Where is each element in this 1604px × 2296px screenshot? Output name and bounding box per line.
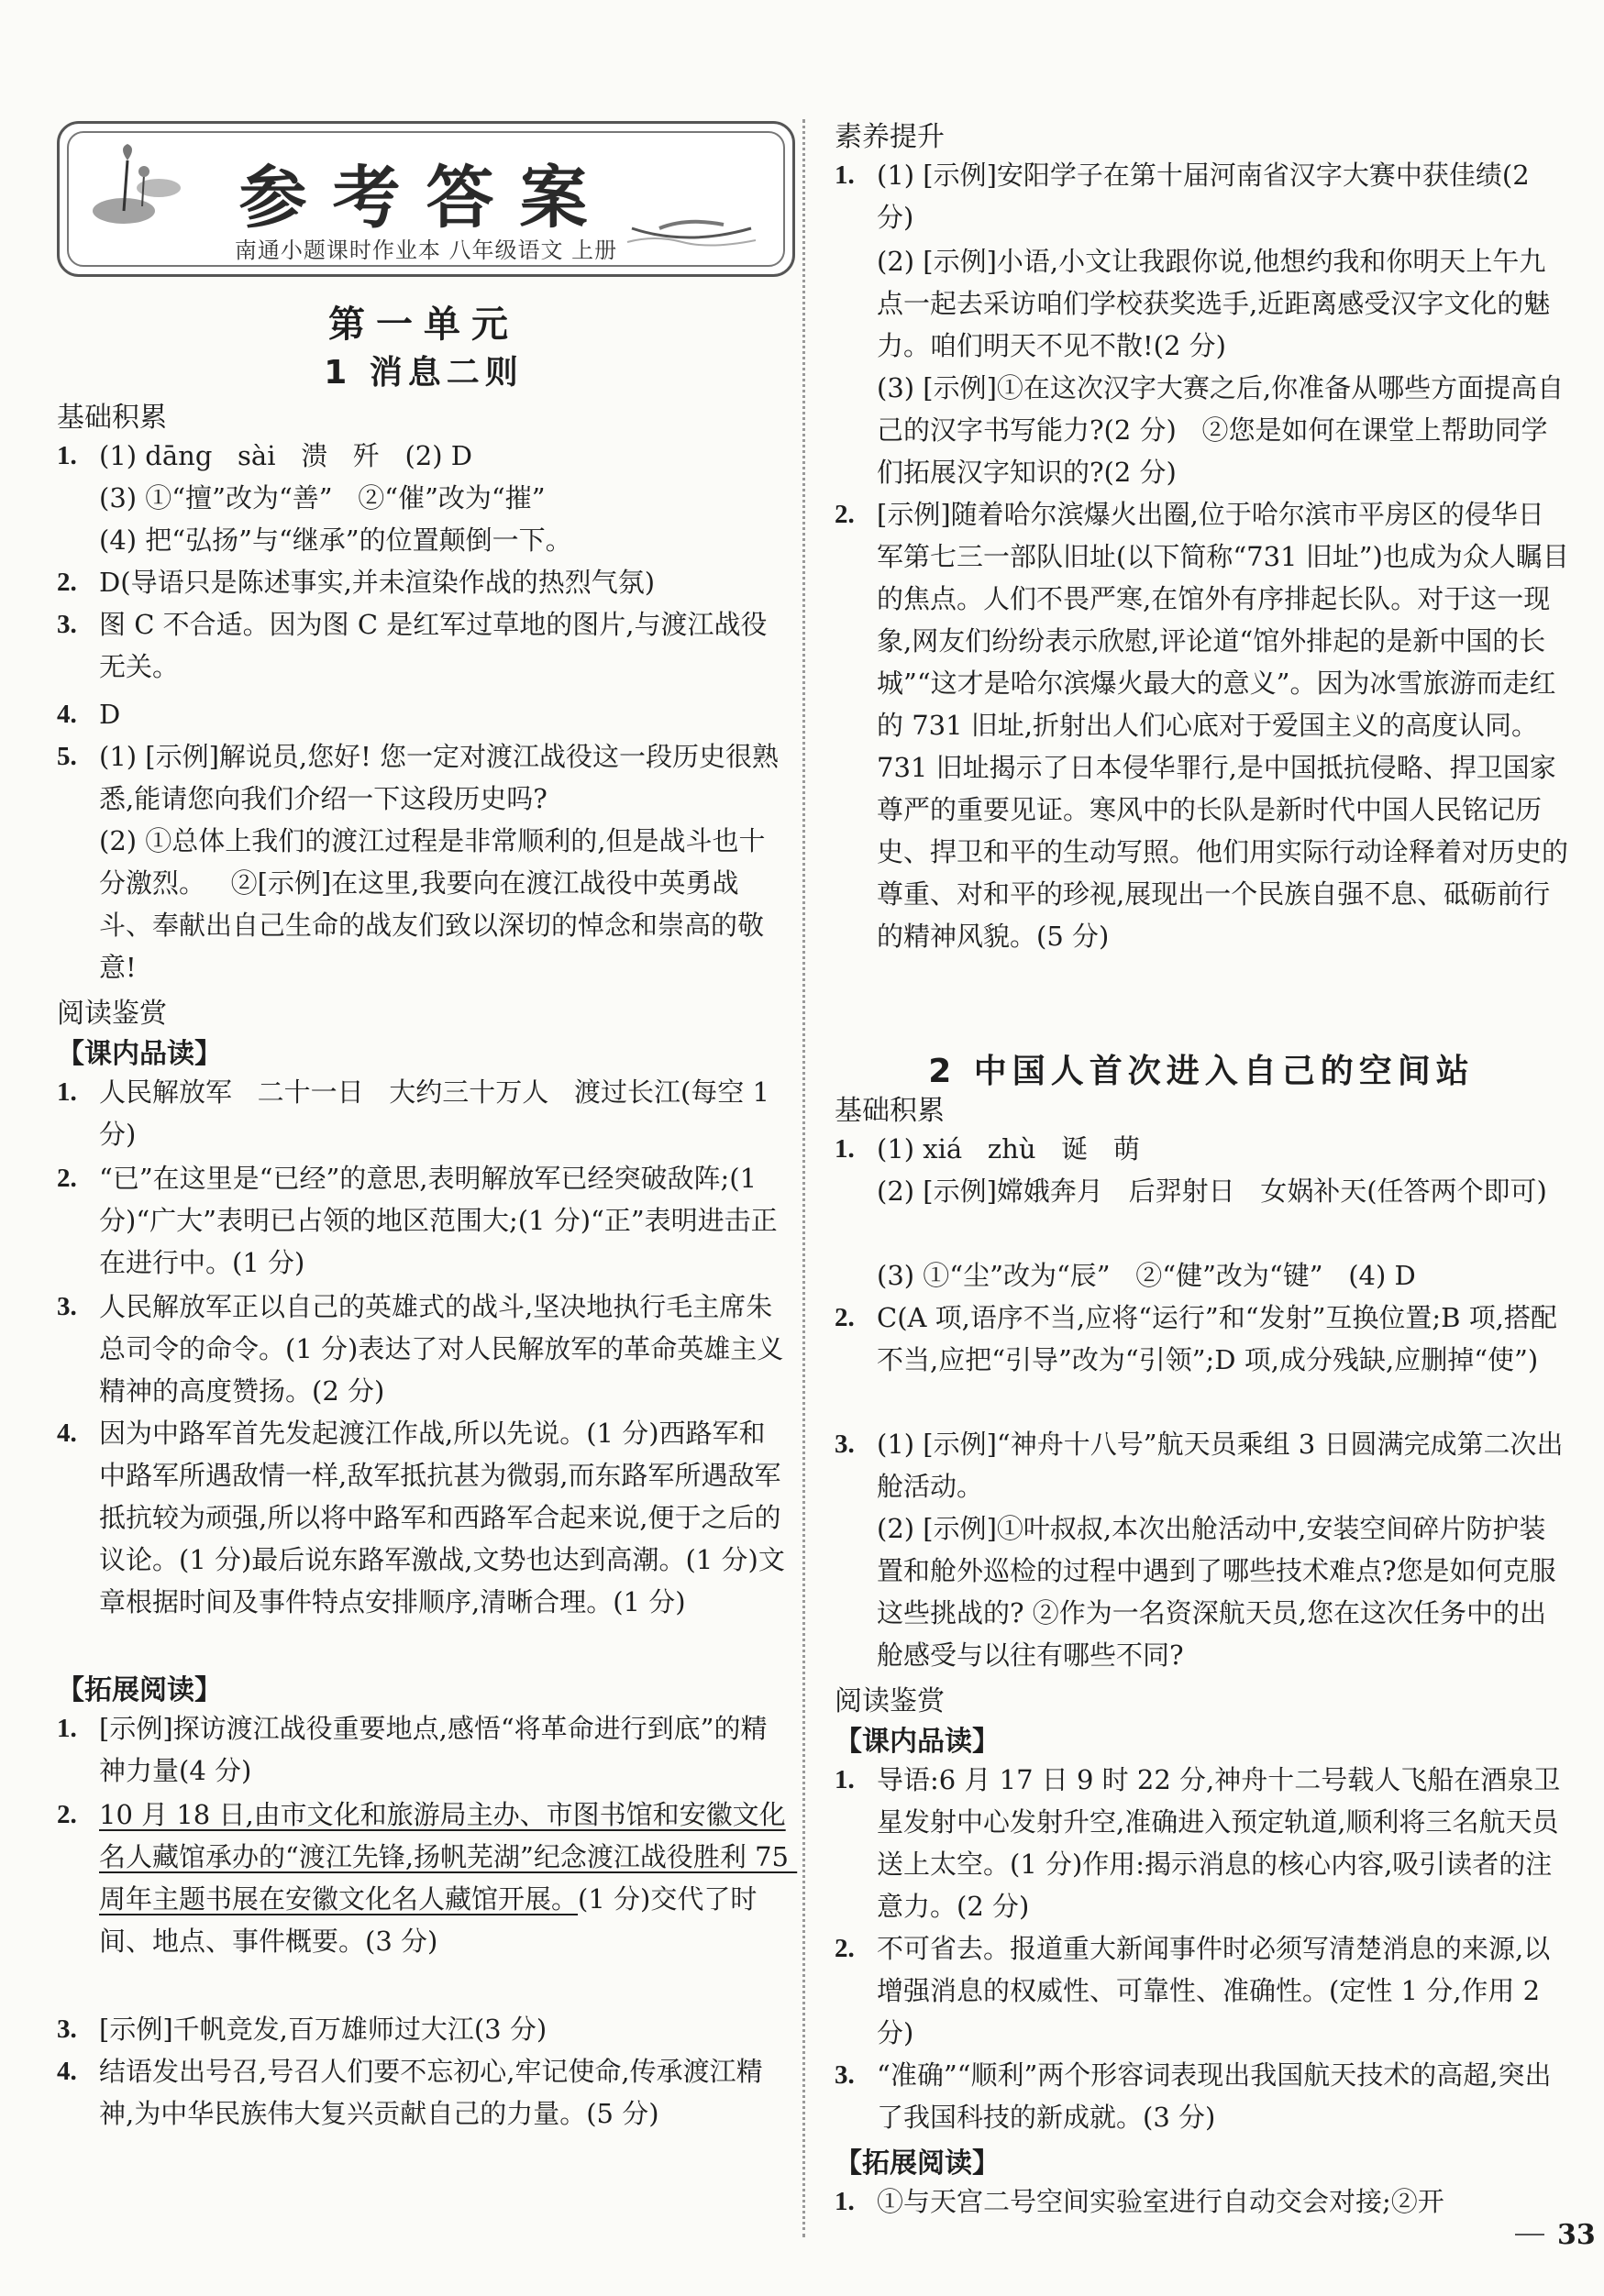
item-text: (1) [示例]解说员,您好! 您一定对渡江战役这一段历史很熟悉,能请您向我们介绍一下这段历史吗? <box>99 741 780 814</box>
item-text: D(导语只是陈述事实,并未渲染作战的热烈气氛) <box>99 567 656 598</box>
item-text: “准确”“顺利”两个形容词表现出我国航天技术的高超,突出了我国科技的新成就。(3 分) <box>877 2059 1552 2133</box>
item-number: 3. <box>57 2015 77 2044</box>
item-text: (1) [示例]安阳学子在第十届河南省汉字大赛中获佳绩(2 分) <box>877 160 1538 233</box>
lesson-title: 2 中国人首次进入自己的空间站 <box>928 1053 1475 1090</box>
lesson-title: 1 消息二则 <box>324 354 524 392</box>
item-number: 1. <box>835 160 855 190</box>
item-number: 2. <box>835 1934 855 1963</box>
item-text: (1) [示例]“神舟十八号”航天员乘组 3 日圆满完成第二次出舱活动。 <box>877 1429 1564 1502</box>
item-text: 人民解放军 二十一日 大约三十万人 渡过长江(每空 1 分) <box>99 1076 779 1150</box>
page-number: 33 <box>1557 2219 1596 2251</box>
section-heading: 阅读鉴赏 <box>57 998 167 1030</box>
item-text: D <box>99 699 121 730</box>
item-text: [示例]探访渡江战役重要地点,感悟“将革命进行到底”的精神力量(4 分) <box>99 1713 768 1786</box>
item-number: 1. <box>57 1077 77 1107</box>
item-continuation: (3) ①“尘”改为“辰” ②“健”改为“键” (4) D <box>877 1260 1416 1291</box>
item-number: 2. <box>835 1303 855 1332</box>
book-subtitle: 南通小题课时作业本 八年级语文 上册 <box>234 237 618 263</box>
page-title: 参考答案 <box>238 159 614 237</box>
item-continuation: (2) [示例]嫦娥奔月 后羿射日 女娲补天(任答两个即可) <box>877 1176 1547 1207</box>
item-number: 4. <box>57 2057 77 2086</box>
item-text: 人民解放军正以自己的英雄式的战斗,坚决地执行毛主席朱总司令的命令。(1 分)表达了对人民解放军的革命英雄主义精神的高度赞扬。(2 分) <box>99 1291 784 1407</box>
item-continuation: (2) ①总体上我们的渡江过程是非常顺利的,但是战斗也十分激烈。 ②[示例]在这里,我要向在渡江战役中英勇战斗、奉献出自己生命的战友们致以深切的悼念和崇高的敬意! <box>99 825 766 983</box>
item-continuation: (2) [示例]小语,小文让我跟你说,他想约我和你明天上午九点一起去采访咱们学校获奖选手,近距离感受汉字文化的魅力。咱们明天不见不散!(2 分) <box>877 246 1551 361</box>
item-text: ①与天宫二号空间实验室进行自动交会对接;②开 <box>877 2186 1444 2217</box>
item-number: 1. <box>835 2187 855 2216</box>
item-number: 2. <box>57 1164 77 1193</box>
section-heading: 基础积累 <box>835 1095 945 1127</box>
item-text: (1) xiá zhù 诞 萌 <box>877 1133 1140 1165</box>
unit-title: 第一单元 <box>328 303 519 346</box>
item-text: 因为中路军首先发起渡江作战,所以先说。(1 分)西路军和中路军所遇敌情一样,敌军抵抗甚为微弱,而东路军所遇敌军抵抗较为顽强,所以将中路军和西路军合起来说,便于之后的议论。(1 分)最后说东路军激战,文势也达到高潮。(1 分)文章根据时间及事件特点安排顺序,清晰合理。(1 分) <box>99 1418 785 1617</box>
item-text: 图 C 不合适。因为图 C 是红军过草地的图片,与渡江战役无关。 <box>99 609 768 682</box>
answer-note: (1 分)交代了时间、地点、事件概要。(3 分) <box>99 1883 758 1957</box>
item-number: 2. <box>57 568 77 597</box>
item-text: 不可省去。报道重大新闻事件时必须写清楚消息的来源,以增强消息的权威性、可靠性、准确性。(定性 1 分,作用 2 分) <box>877 1933 1551 2048</box>
item-text: 结语发出号召,号召人们要不忘初心,牢记使命,传承渡江精神,为中华民族伟大复兴贡献自己的力量。(5 分) <box>99 2056 763 2129</box>
item-number: 1. <box>835 1134 855 1164</box>
item-number: 4. <box>57 700 77 729</box>
item-continuation: (3) [示例]①在这次汉字大赛之后,你准备从哪些方面提高自己的汉字书写能力?(2 分) ②您是如何在课堂上帮助同学们拓展汉字知识的?(2 分) <box>877 372 1565 488</box>
item-number: 2. <box>835 500 855 529</box>
column-divider <box>802 119 805 2237</box>
subsection-heading: 【课内品读】 <box>835 1726 1000 1758</box>
item-number: 1. <box>57 1714 77 1743</box>
subsection-heading: 【拓展阅读】 <box>835 2147 1000 2180</box>
subsection-heading: 【课内品读】 <box>57 1038 222 1070</box>
subsection-heading: 【拓展阅读】 <box>57 1674 222 1706</box>
item-text: [示例]随着哈尔滨爆火出圈,位于哈尔滨市平房区的侵华日军第七三一部队旧址(以下简称“731 旧址”)也成为众人瞩目的焦点。人们不畏严寒,在馆外有序排起长队。对于这一现象,网友们纷纷表示欣慰,评论道“馆外排起的是新中国的长城”“这才是哈尔滨爆火最大的意义”。因为冰雪旅游而走红的 731 旧址,折射出人们心底对于爱国主义的高度认同。731 旧址揭示了日本侵华罪行,是中国抵抗侵略、捍卫国家尊严的重要见证。寒风中的长队是新时代中国人民铭记历史、捍卫和平的生动写照。他们用实际行动诠释着对历史的尊重、对和平的珍视,展现出一个民族自强不息、砥砺前行的精神风貌。(5 分) <box>877 499 1569 952</box>
item-text: C(A 项,语序不当,应将“运行”和“发射”互换位置;B 项,搭配不当,应把“引导”改为“引领”;D 项,成分残缺,应删掉“使”) <box>877 1302 1557 1375</box>
item-number: 5. <box>57 742 77 771</box>
item-continuation: (3) ①“擅”改为“善” ②“催”改为“摧” <box>99 482 546 513</box>
item-number: 3. <box>835 1429 855 1459</box>
answer-key-banner <box>57 121 795 277</box>
item-text: 导语:6 月 17 日 9 时 22 分,神舟十二号载人飞船在酒泉卫星发射中心发射升空,准确进入预定轨道,顺利将三名航天员送上太空。(1 分)作用:揭示消息的核心内容,吸引读者的注意力。(2 分) <box>877 1764 1561 1922</box>
item-text <box>99 1794 798 1962</box>
underlined-answer: 10 月 18 日,由市文化和旅游局主办、市图书馆和安徽文化名人藏馆承办的“渡江先锋,扬帆芜湖”纪念渡江战役胜利 75 周年主题书展在安徽文化名人藏馆开展。 <box>99 1799 798 1915</box>
item-number: 3. <box>57 1292 77 1321</box>
section-heading: 基础积累 <box>57 402 167 434</box>
item-text: [示例]千帆竞发,百万雄师过大江(3 分) <box>99 2014 548 2045</box>
page-number-dash <box>1515 2234 1544 2235</box>
section-heading: 素养提升 <box>835 121 945 153</box>
item-number: 1. <box>57 441 77 470</box>
item-number: 3. <box>835 2060 855 2090</box>
item-text: (1) dāng sài 溃 歼 (2) D <box>99 440 473 471</box>
section-heading: 阅读鉴赏 <box>835 1685 945 1717</box>
item-number: 1. <box>835 1765 855 1794</box>
item-continuation: (2) [示例]①叶叔叔,本次出舱活动中,安装空间碎片防护装置和舱外巡检的过程中遇到了哪些技术难点?您是如何克服这些挑战的? ②作为一名资深航天员,您在这次任务中的出舱感受与以往有哪些不同? <box>877 1513 1556 1671</box>
item-continuation: (4) 把“弘扬”与“继承”的位置颠倒一下。 <box>99 524 572 556</box>
item-number: 2. <box>57 1800 77 1829</box>
item-number: 3. <box>57 610 77 639</box>
item-number: 4. <box>57 1418 77 1448</box>
item-text: “已”在这里是“已经”的意思,表明解放军已经突破敌阵;(1 分)“广大”表明已占领的地区范围大;(1 分)“正”表明进击正在进行中。(1 分) <box>99 1163 778 1278</box>
